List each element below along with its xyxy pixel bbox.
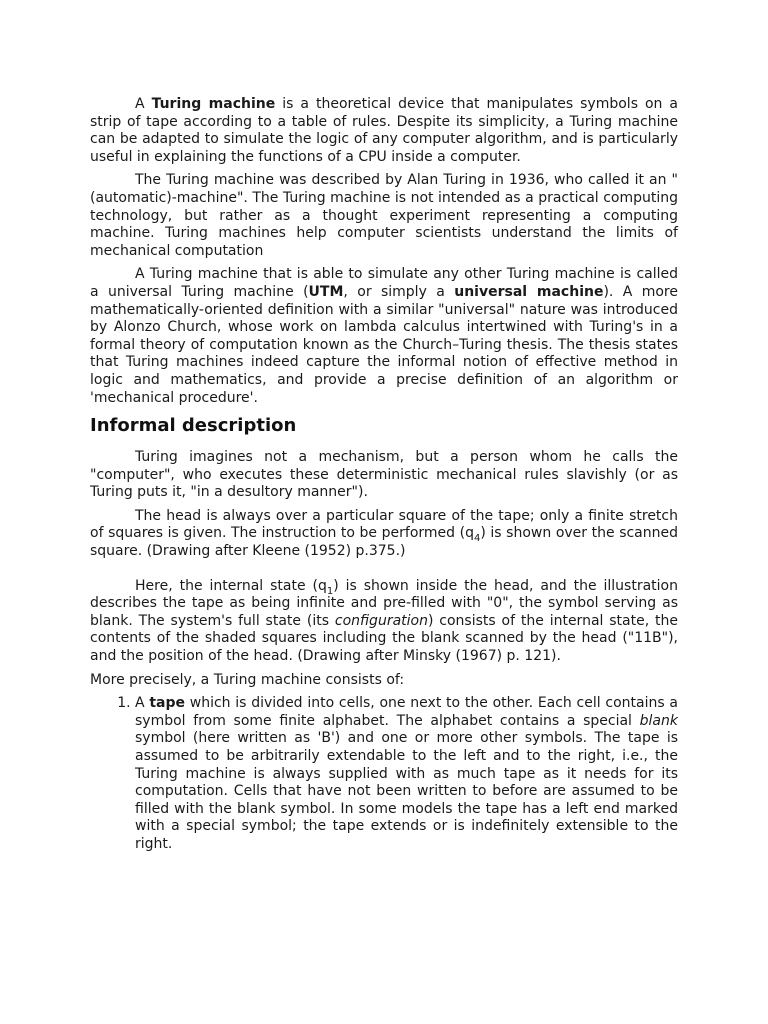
list-item xyxy=(135,695,678,853)
head-paragraph xyxy=(90,508,678,561)
history-paragraph: The Turing machine was described by Alan Turing in 1936, who called it an "(automatic)-machine". The Turing machine is not intended as a practical computing technology, but rather as a thought experiment representing a computing machine. Turing machines help computer scientists understand the limits of mechanical computation xyxy=(90,172,678,259)
subscript: 1 xyxy=(326,585,334,597)
bold-term: Turing machine xyxy=(151,96,276,112)
components-list xyxy=(90,695,678,853)
computer-paragraph: Turing imagines not a mechanism, but a person whom he calls the "computer", who executes these deterministic mechanical rules slavishly (or as Turing puts it, "in a desultory manner"). xyxy=(90,449,678,501)
text-run: A xyxy=(135,96,152,112)
text-run: , or simply a xyxy=(343,283,455,300)
text-run: A Turing machine that is able to simulate any other Turing machine is called a universal Turing machine ( xyxy=(90,266,678,300)
text-run: which is divided into cells, one next to the other. Each cell contains a symbol from some finite alphabet. The alphabet contains a special xyxy=(135,695,679,729)
text-run: is a theoretical device that manipulates symbols on a strip of tape according to a table of rules. Despite its simplicity, a Turing machine can be adapted to simulate the logic of any computer algorithm, and is particularly useful in explaining the functions of a CPU inside a computer. xyxy=(90,96,678,165)
utm-paragraph xyxy=(90,266,678,407)
subscript: 4 xyxy=(473,533,481,545)
text-run: A xyxy=(135,695,150,712)
section-heading: Informal description xyxy=(90,415,297,437)
bold-term: tape xyxy=(149,695,185,712)
text-run: Here, the internal state (q xyxy=(135,577,327,594)
state-paragraph xyxy=(90,578,678,666)
bold-term: universal machine xyxy=(454,283,604,300)
consists-paragraph: More precisely, a Turing machine consists of: xyxy=(90,671,405,688)
bold-term: UTM xyxy=(308,283,344,300)
text-run: ) is shown inside the head, and the illustration describes the tape as being infinite and pre-filled with "0", the symbol serving as blank. The system's full state (its xyxy=(90,577,678,629)
document-page xyxy=(90,96,678,854)
text-run: ) consists of the internal state, the contents of the shaded squares including the blank scanned by the head ("11B"), and the position of the head. (Drawing after Minsky (1967) p. 121). xyxy=(90,612,679,665)
italic-term: configuration xyxy=(334,612,428,629)
text-run: symbol (here written as 'B') and one or more other symbols. The tape is assumed to be arbitrarily extendable to the left and to the right, i.e., the Turing machine is always supplied with as much tape as it needs for its computation. Cells that have not been written to before are assumed to be filled with the blank symbol. In some models the tape has a left end marked with a special symbol; the tape extends or is indefinitely extensible to the right. xyxy=(135,730,678,852)
text-run: The head is always over a particular square of the tape; only a finite stretch of squares is given. The instruction to be performed (q xyxy=(90,507,678,542)
italic-term: blank xyxy=(639,712,678,729)
text-run: ). A more mathematically-oriented definition with a similar "universal" nature was introduced by Alonzo Church, whose work on lambda calculus intertwined with Turing's in a formal theory of computation known as the Church–Turing thesis. The thesis states that Turing machines indeed capture the informal notion of effective method in logic and mathematics, and provide a precise definition of an algorithm or 'mechanical procedure'. xyxy=(90,283,678,406)
text-run: ) is shown over the scanned square. (Drawing after Kleene (1952) p.375.) xyxy=(90,525,679,560)
intro-paragraph xyxy=(90,96,678,166)
